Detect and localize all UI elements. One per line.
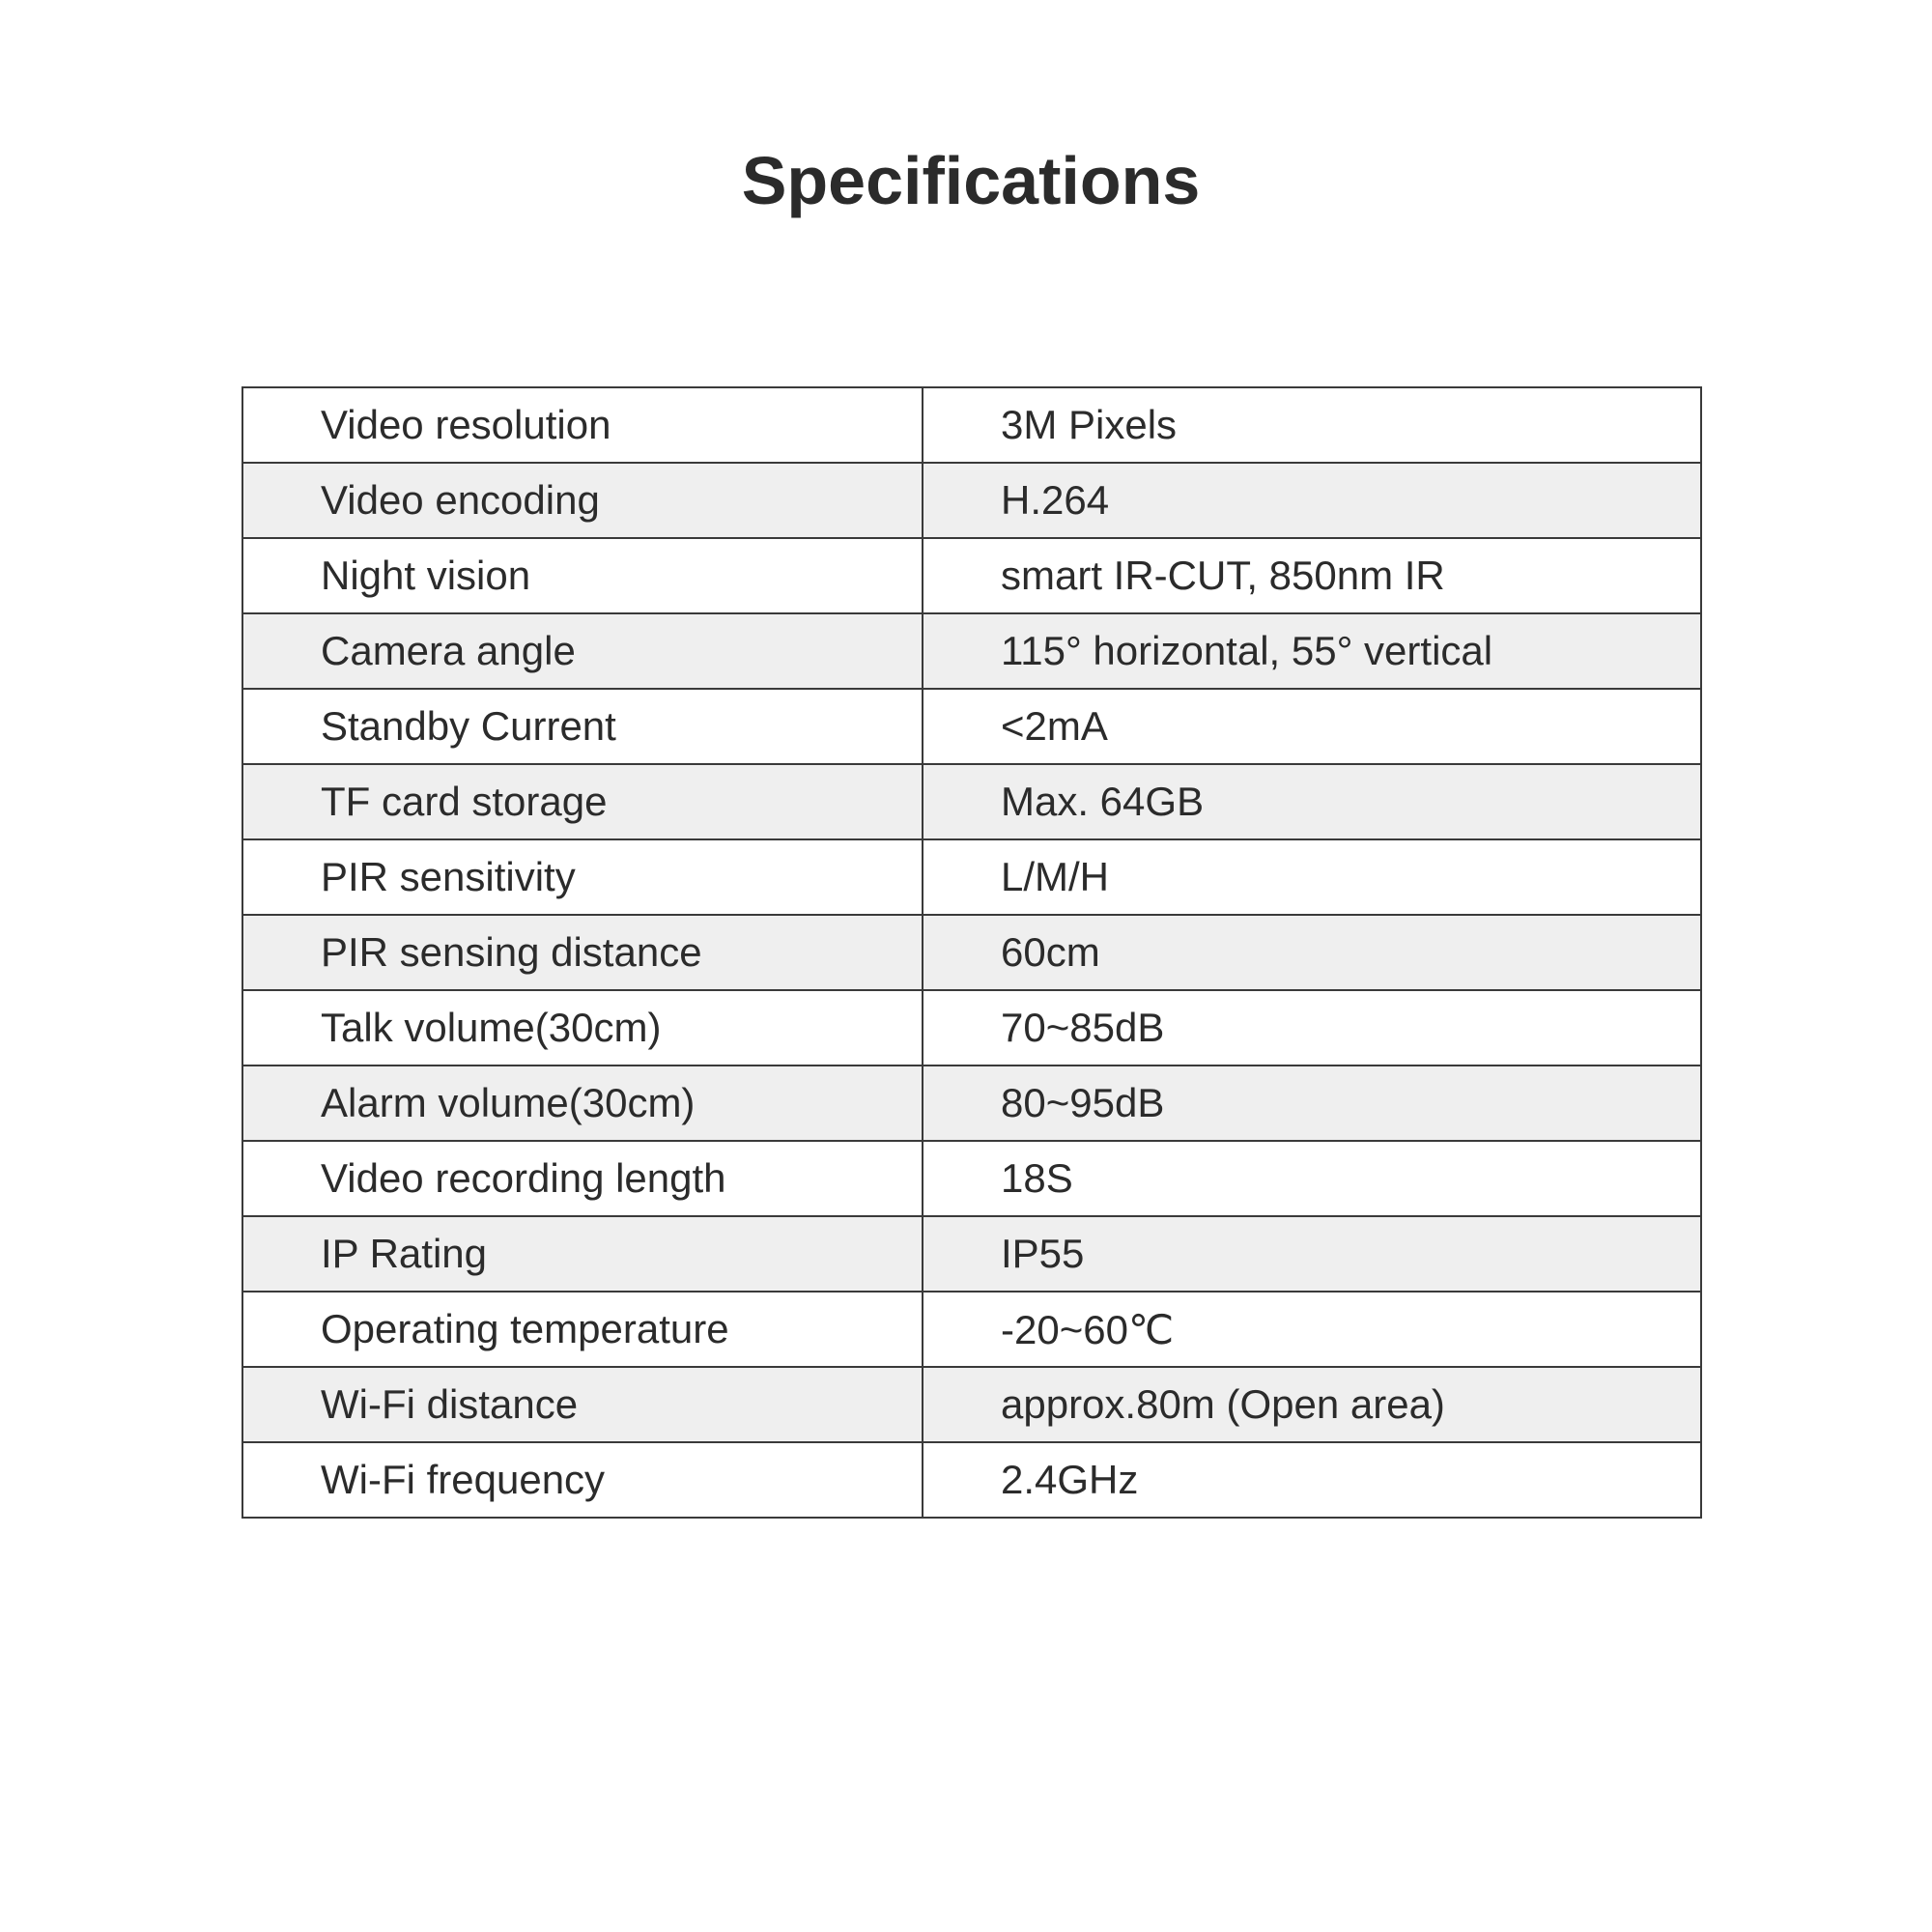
spec-value: approx.80m (Open area) xyxy=(923,1367,1701,1442)
table-row xyxy=(242,538,1701,613)
table-row xyxy=(242,915,1701,990)
spec-label: Wi-Fi frequency xyxy=(242,1442,923,1518)
spec-label: Video recording length xyxy=(242,1141,923,1216)
spec-value: smart IR-CUT, 850nm IR xyxy=(923,538,1701,613)
spec-label: Wi-Fi distance xyxy=(242,1367,923,1442)
table-row xyxy=(242,613,1701,689)
spec-value: 80~95dB xyxy=(923,1065,1701,1141)
spec-label: TF card storage xyxy=(242,764,923,839)
spec-value: 2.4GHz xyxy=(923,1442,1701,1518)
table-row xyxy=(242,1141,1701,1216)
spec-label: IP Rating xyxy=(242,1216,923,1292)
spec-label: Video encoding xyxy=(242,463,923,538)
spec-value: 70~85dB xyxy=(923,990,1701,1065)
spec-label: Camera angle xyxy=(242,613,923,689)
spec-value: Max. 64GB xyxy=(923,764,1701,839)
spec-label: Alarm volume(30cm) xyxy=(242,1065,923,1141)
spec-label: Operating temperature xyxy=(242,1292,923,1367)
spec-value: 3M Pixels xyxy=(923,387,1701,463)
table-row xyxy=(242,839,1701,915)
spec-label: Night vision xyxy=(242,538,923,613)
table-row xyxy=(242,1367,1701,1442)
spec-value: -20~60℃ xyxy=(923,1292,1701,1367)
spec-value: H.264 xyxy=(923,463,1701,538)
spec-value: IP55 xyxy=(923,1216,1701,1292)
spec-label: Video resolution xyxy=(242,387,923,463)
spec-label: PIR sensing distance xyxy=(242,915,923,990)
table-row xyxy=(242,1216,1701,1292)
page-title: Specifications xyxy=(741,143,1201,218)
spec-value: 60cm xyxy=(923,915,1701,990)
table-row xyxy=(242,1065,1701,1141)
spec-label: Standby Current xyxy=(242,689,923,764)
specifications-table xyxy=(242,386,1702,1519)
spec-value: <2mA xyxy=(923,689,1701,764)
spec-value: L/M/H xyxy=(923,839,1701,915)
spec-value: 115° horizontal, 55° vertical xyxy=(923,613,1701,689)
spec-label: Talk volume(30cm) xyxy=(242,990,923,1065)
spec-label: PIR sensitivity xyxy=(242,839,923,915)
table-row xyxy=(242,764,1701,839)
table-row xyxy=(242,387,1701,463)
table-row xyxy=(242,1292,1701,1367)
table-row xyxy=(242,463,1701,538)
table-row xyxy=(242,1442,1701,1518)
spec-value: 18S xyxy=(923,1141,1701,1216)
table-row xyxy=(242,990,1701,1065)
table-row xyxy=(242,689,1701,764)
